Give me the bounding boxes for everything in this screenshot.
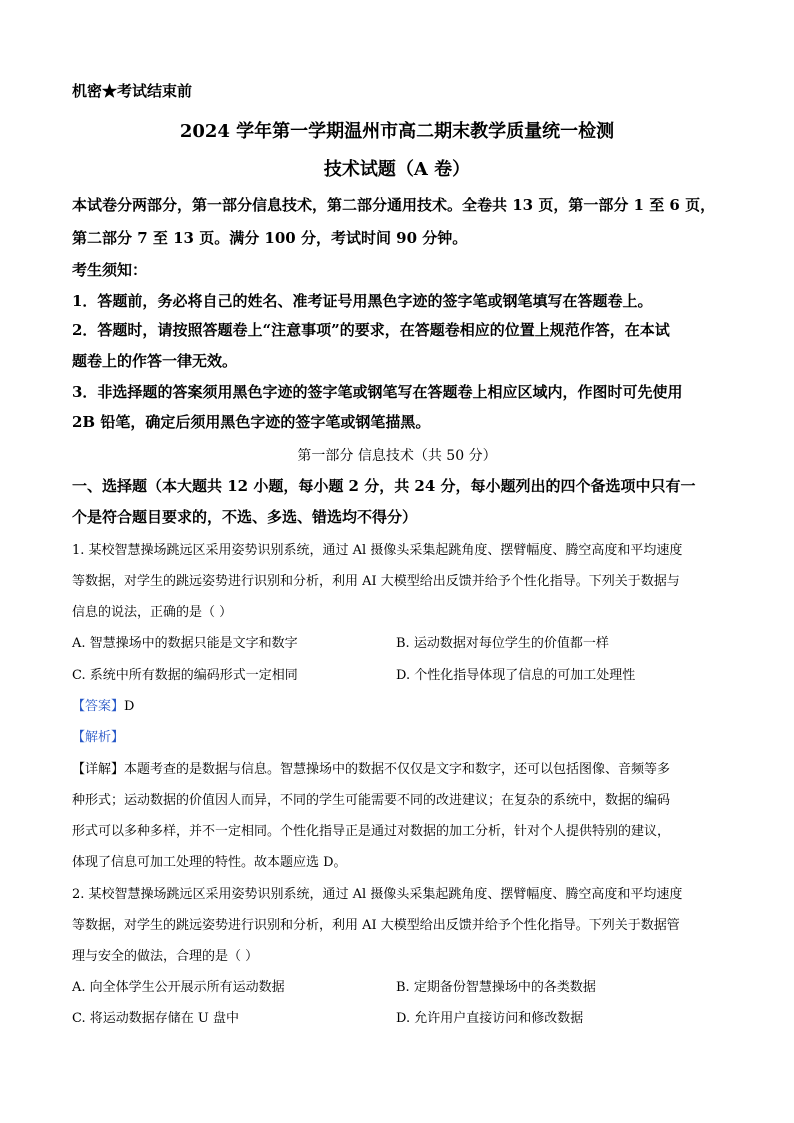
q1-detail-line-1 (72, 758, 670, 777)
q1-stem-line-1: 1. 某校智慧操场跳远区采用姿势识别系统，通过 Al 摄像头采集起跳角度、摆臂幅度、腾空高度和平均速度 (72, 543, 683, 558)
answer-value: D (124, 699, 135, 714)
q1-option-a: A. 智慧操场中的数据只能是文字和数字 (72, 636, 298, 651)
q1-analysis (72, 726, 124, 745)
notice-item-2-line-2: 题卷上的作答一律无效。 (72, 352, 238, 370)
notice-heading: 考生须知： (72, 261, 148, 279)
q1-option-c: C. 系统中所有数据的编码形式一定相同 (72, 668, 298, 683)
q2-option-b: B. 定期备份智慧操场中的各类数据 (396, 980, 596, 995)
exam-title: 2024 学年第一学期温州市高二期末教学质量统一检测 (179, 121, 615, 142)
q1-option-b: B. 运动数据对每位学生的价值都一样 (396, 636, 609, 651)
q2-stem-line-2: 等数据，对学生的跳远姿势进行识别和分析，利用 AI 大模型给出反馈并给予个性化指导。下列关于数据管 (72, 918, 680, 933)
section-1-line-2: 个是符合题目要求的，不选、多选、错选均不得分） (72, 508, 418, 526)
q2-option-c: C. 将运动数据存储在 U 盘中 (72, 1011, 239, 1026)
q2-option-a: A. 向全体学生公开展示所有运动数据 (72, 980, 285, 995)
q1-option-d: D. 个性化指导体现了信息的可加工处理性 (396, 668, 636, 683)
intro-line-1: 本试卷分两部分，第一部分信息技术，第二部分通用技术。全卷共 13 页，第一部分 1 至 6 页， (72, 196, 716, 214)
answer-tag: 【答案】 (72, 699, 125, 714)
q1-detail-line-3: 形式可以多种多样，并不一定相同。个性化指导正是通过对数据的加工分析，针对个人提供特别的建议， (72, 824, 671, 839)
intro-line-2: 第二部分 7 至 13 页。满分 100 分，考试时间 90 分钟。 (72, 229, 468, 247)
notice-item-3-line-2: 2B 铅笔，确定后须用黑色字迹的签字笔或钢笔描黑。 (72, 413, 431, 431)
q1-answer (72, 695, 134, 714)
q1-detail-line-4: 体现了信息可加工处理的特性。故本题应选 D。 (72, 855, 347, 870)
notice-item-3-line-1: 3．非选择题的答案须用黑色字迹的签字笔或钢笔写在答题卷上相应区域内，作图时可先使用 (72, 383, 683, 401)
confidential-label: 机密★考试结束前 (72, 82, 193, 100)
q2-option-d: D. 允许用户直接访问和修改数据 (396, 1011, 584, 1026)
detail-text-1: 本题考查的是数据与信息。智慧操场中的数据不仅仅是文字和数字，还可以包括图像、音频等多 (124, 762, 671, 777)
notice-item-2-line-1: 2．答题时，请按照答题卷上“注意事项”的要求，在答题卷相应的位置上规范作答，在本试 (72, 321, 670, 339)
q1-stem-line-2: 等数据，对学生的跳远姿势进行识别和分析，利用 AI 大模型给出反馈并给予个性化指导。下列关于数据与 (72, 574, 680, 589)
part-1-heading: 第一部分 信息技术（共 50 分） (297, 448, 497, 464)
analysis-tag: 【解析】 (72, 730, 125, 745)
detail-tag: 【详解】 (72, 762, 125, 777)
q1-detail-line-2: 种形式；运动数据的价值因人而异，不同的学生可能需要不同的改进建议；在复杂的系统中，数据的编码 (72, 793, 671, 808)
notice-item-1: 1．答题前，务必将自己的姓名、准考证号用黑色字迹的签字笔或钢笔填写在答题卷上。 (72, 292, 653, 310)
q2-stem-line-3: 理与安全的做法，合理的是（ ） (72, 949, 259, 964)
q1-stem-line-3: 信息的说法，正确的是（ ） (72, 605, 233, 620)
exam-subtitle: 技术试题（A 卷） (323, 159, 471, 180)
section-1-line-1: 一、选择题（本大题共 12 小题，每小题 2 分，共 24 分，每小题列出的四个备选项中只有一 (72, 477, 696, 495)
q2-stem-line-1: 2. 某校智慧操场跳远区采用姿势识别系统，通过 Al 摄像头采集起跳角度、摆臂幅度、腾空高度和平均速度 (72, 887, 683, 902)
